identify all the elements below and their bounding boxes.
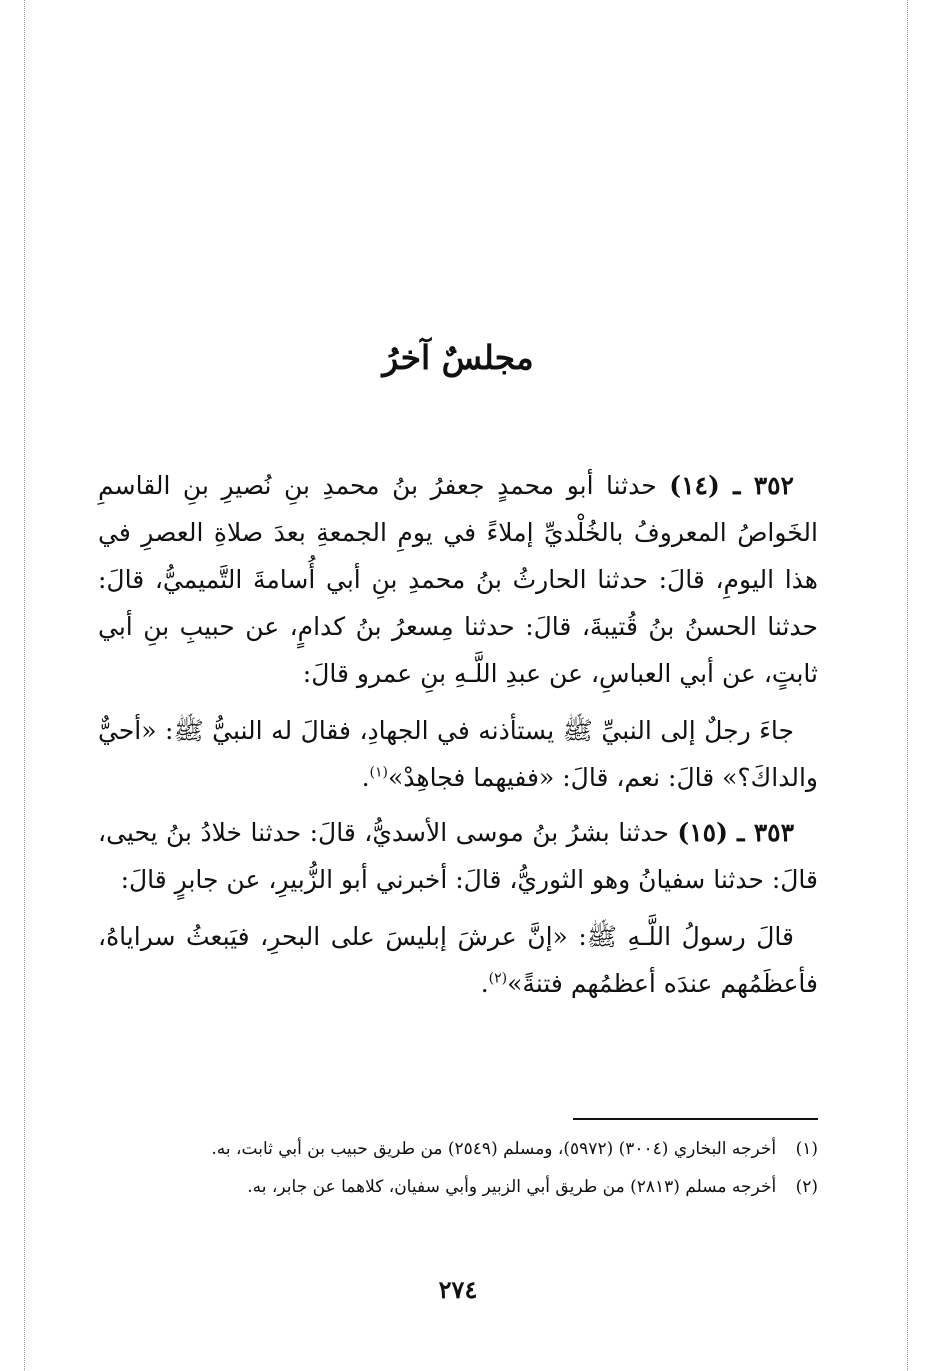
footnote-item <box>98 1168 818 1206</box>
footnote-text: أخرجه البخاري (٣٠٠٤) (٥٩٧٢)، ومسلم (٢٥٤٩) من طريق حبيب بن أبي ثابت، به. <box>211 1139 777 1159</box>
footnote-mark: (١) <box>795 1139 818 1159</box>
scan-edge-left <box>24 0 25 1371</box>
section-title: مجلسٌ آخرُ <box>382 338 534 377</box>
footnote-ref: (١) <box>369 764 389 781</box>
footnote-divider <box>573 1118 818 1120</box>
hadith-353 <box>98 809 818 903</box>
matn-text: قالَ رسولُ اللَّـهِ ﷺ: «إنَّ عرشَ إبليسَ على البحرِ، فيَبعثُ سراياهُ، فأعظَمُهم عندَه أعظمُهم فتنةً» <box>98 922 818 998</box>
hadith-matn: جاءَ رجلٌ إلى النبيِّ ﷺ يستأذنه في الجهادِ، فقالَ له النبيُّ ﷺ: «أحيٌّ والداكَ؟» قالَ: نعم، قالَ: «ففيهما فجاهِدْ»$^{(١)}$. <box>98 716 818 792</box>
hadith-number: ٣٥٣ ـ (١٥) <box>677 818 795 847</box>
matn-text: جاءَ رجلٌ إلى النبيِّ ﷺ يستأذنه في الجهادِ، فقالَ له النبيُّ ﷺ: «أحيٌّ والداكَ؟» قالَ: نعم، قالَ: «ففيهما فجاهِدْ» <box>98 716 818 792</box>
footnotes <box>98 1130 818 1206</box>
footnote-ref: (٢) <box>488 970 508 987</box>
footnote-item <box>98 1130 818 1168</box>
hadith-number: ٣٥٢ ـ (١٤) <box>669 471 794 500</box>
hadith-isnad: حدثنا أبو محمدٍ جعفرُ بنُ محمدِ بنِ نُصيرِ بنِ القاسمِ الخَواصُ المعروفُ بالخُلْديِّ إملاءً في يومِ الجمعةِ بعدَ صلاةِ العصرِ في هذا اليومِ، قالَ: حدثنا الحارثُ بنُ محمدِ بنِ أبي أُسامةَ التَّميميُّ، قالَ: حدثنا الحسنُ بنُ قُتيبةَ، قالَ: حدثنا مِسعرُ بنُ كدامٍ، عن حبيبِ بنِ أبي ثابتٍ، عن أبي العباسِ، عن عبدِ اللَّـهِ بنِ عمرو قالَ: <box>98 471 818 688</box>
page-number: ٢٧٤ <box>438 1275 478 1304</box>
hadith-isnad: حدثنا بشرُ بنُ موسى الأسديُّ، قالَ: حدثنا خلادُ بنُ يحيى، قالَ: حدثنا سفيانُ وهو الثوريُّ، قالَ: أخبرني أبو الزُّبيرِ، عن جابرٍ قالَ: <box>98 818 818 894</box>
hadith-matn: قالَ رسولُ اللَّـهِ ﷺ: «إنَّ عرشَ إبليسَ على البحرِ، فيَبعثُ سراياهُ، فأعظَمُهم عندَه أعظمُهم فتنةً»$^{(٢)}$. <box>98 922 818 998</box>
body-text <box>98 462 818 1015</box>
footnote-mark: (٢) <box>795 1177 818 1197</box>
scan-edge-right <box>907 0 908 1371</box>
book-page <box>98 0 818 1371</box>
hadith-352 <box>98 462 818 697</box>
footnote-text: أخرجه مسلم (٢٨١٣) من طريق أبي الزبير وأبي سفيان، كلاهما عن جابر، به. <box>247 1177 777 1197</box>
